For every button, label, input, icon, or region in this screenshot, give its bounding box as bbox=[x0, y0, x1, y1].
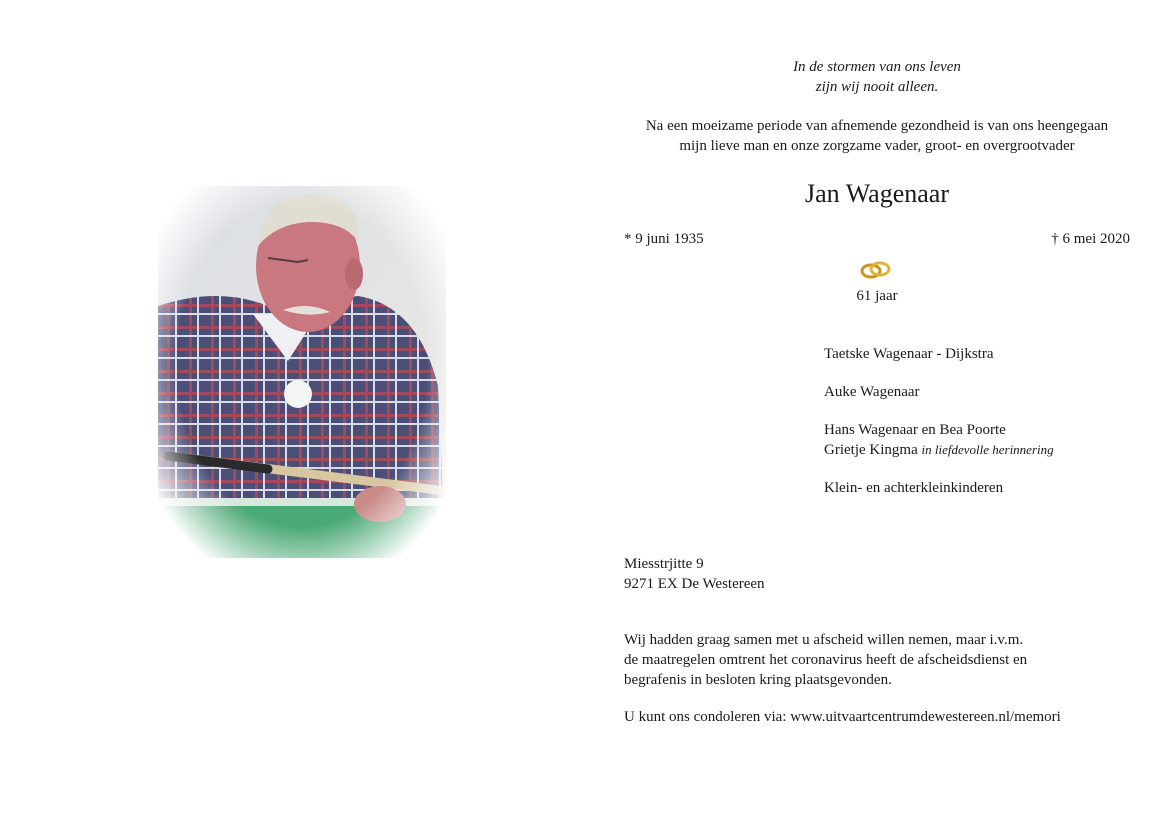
married-years: 61 jaar bbox=[856, 288, 898, 304]
condolence-link[interactable]: U kunt ons condoleren via: www.uitvaartcentrumdewestereen.nl/memori bbox=[624, 709, 1061, 725]
address-street: Miesstrjitte 9 bbox=[624, 556, 704, 572]
address-city: 9271 EX De Westereen bbox=[624, 576, 765, 592]
death-date: † 6 mei 2020 bbox=[1051, 231, 1130, 247]
quote-line-1: In de stormen van ons leven bbox=[793, 59, 961, 75]
funeral-notice bbox=[624, 630, 1027, 690]
portrait-photo bbox=[158, 186, 446, 558]
notice-line-3: begrafenis in besloten kring plaatsgevonden. bbox=[624, 672, 892, 688]
notice-line-2: de maatregelen omtrent het coronavirus heeft de afscheidsdienst en bbox=[624, 652, 1028, 668]
intro-line-2: mijn lieve man en onze zorgzame vader, groot- en overgrootvader bbox=[679, 138, 1075, 154]
intro-line-1: Na een moeizame periode van afnemende gezondheid is van ons heengegaan bbox=[645, 118, 1109, 134]
family-list bbox=[824, 344, 1054, 498]
grandchildren: Klein- en achterkleinkinderen bbox=[824, 480, 1004, 496]
child-name: Hans Wagenaar en Bea Poorte bbox=[824, 422, 1006, 438]
wedding-rings-icon bbox=[860, 259, 892, 281]
deceased-name: Jan Wagenaar bbox=[805, 179, 949, 208]
memorial-note: in liefdevolle herinnering bbox=[921, 442, 1054, 457]
intro-text bbox=[624, 116, 1130, 156]
quote bbox=[624, 57, 1130, 97]
notice-line-1: Wij hadden graag samen met u afscheid willen nemen, maar i.v.m. bbox=[624, 632, 1024, 648]
portrait-image bbox=[158, 186, 446, 558]
child-entry bbox=[824, 440, 1054, 460]
quote-line-2: zijn wij nooit alleen. bbox=[815, 79, 939, 95]
child-name: Auke Wagenaar bbox=[824, 384, 920, 400]
child-name: Grietje Kingma bbox=[824, 442, 918, 458]
address bbox=[624, 554, 765, 594]
spouse-name: Taetske Wagenaar - Dijkstra bbox=[824, 346, 994, 362]
birth-date: * 9 juni 1935 bbox=[624, 231, 704, 247]
